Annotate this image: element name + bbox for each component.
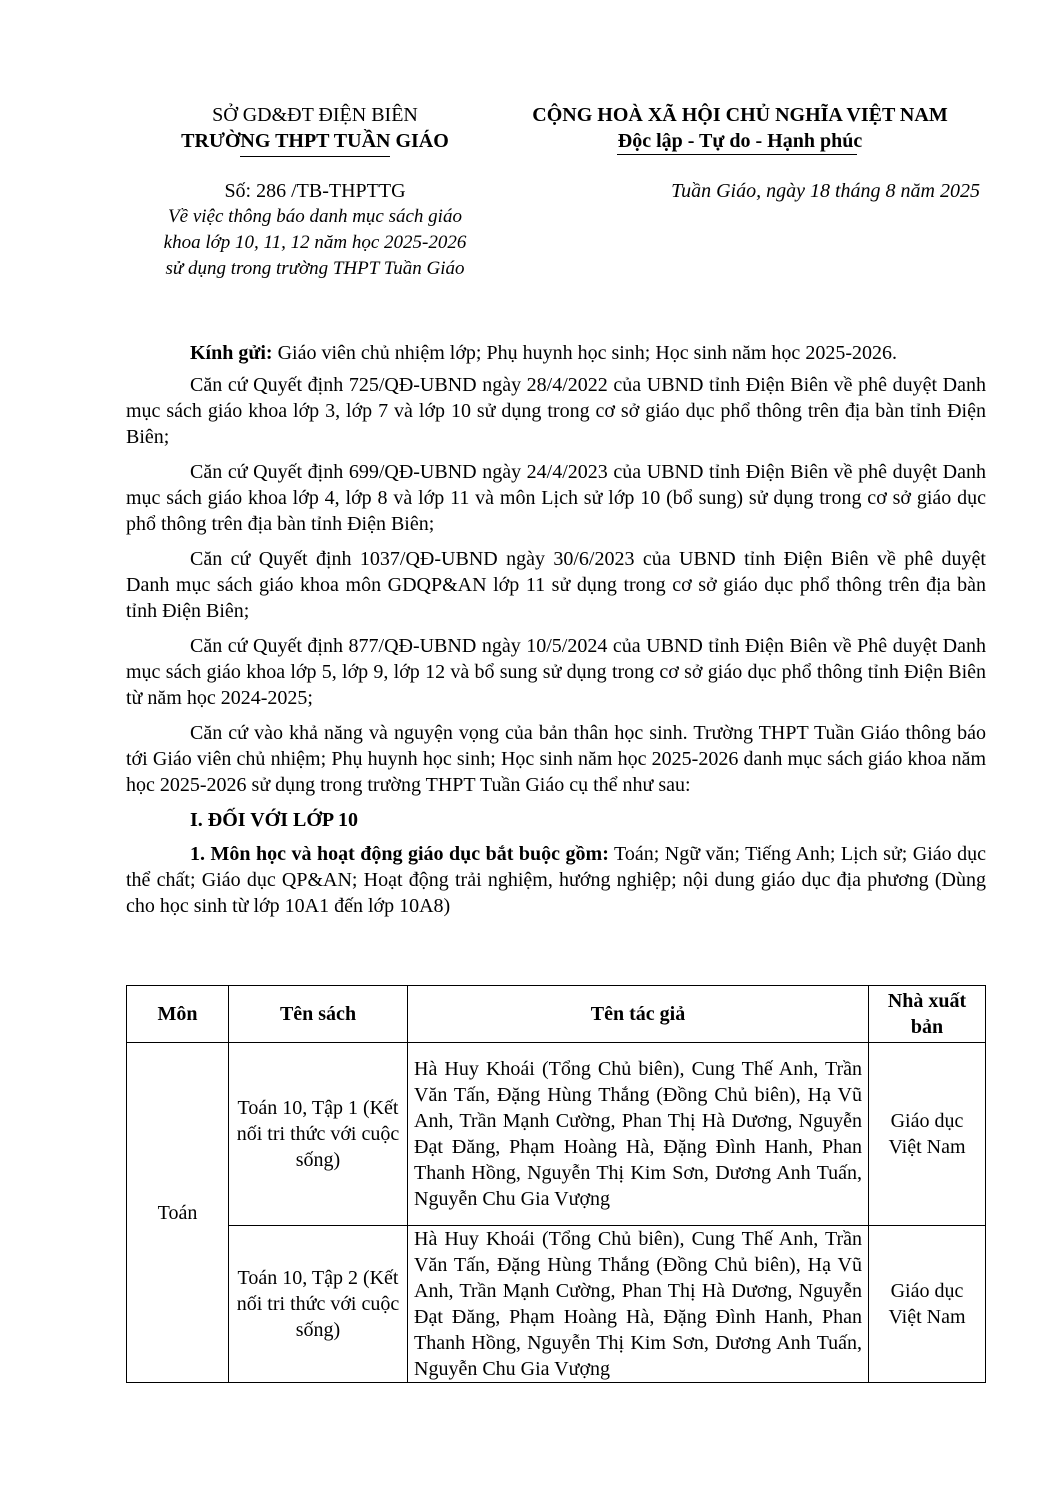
national-title-block (490, 102, 990, 154)
item-paragraph-1 (126, 841, 986, 919)
header-publisher: Nhà xuất bản (869, 986, 986, 1043)
national-motto: Độc lập - Tự do - Hạnh phúc (617, 130, 863, 152)
authors-cell: Hà Huy Khoái (Tổng Chủ biên), Cung Thế Anh, Trần Văn Tấn, Đặng Hùng Thắng (Đồng Chủ biên), Hạ Vũ Anh, Trần Mạnh Cường, Phan Thị Hà Dương, Nguyễn Đạt Đăng, Phạm Hoàng Hà, Đặng Đình Hanh, Phan Thanh Hồng, Nguyễn Thị Kim Sơn, Dương Anh Tuấn, Nguyễn Chu Gia Vượng (408, 1043, 869, 1226)
document-subject (130, 204, 500, 282)
recipient-text: Giáo viên chủ nhiệm lớp; Phụ huynh học sinh; Học sinh năm học 2025-2026. (272, 342, 897, 364)
book-title-cell: Toán 10, Tập 1 (Kết nối tri thức với cuộc sống) (229, 1043, 408, 1226)
header-authors: Tên tác giả (408, 986, 869, 1043)
subject-line: Về việc thông báo danh mục sách giáo (168, 206, 462, 227)
publisher-cell: Giáo dục Việt Nam (869, 1226, 986, 1383)
table-row (127, 1226, 986, 1383)
subject-line: sử dụng trong trường THPT Tuần Giáo (165, 258, 465, 279)
school-name: TRƯỜNG THPT TUẦN GIÁO (181, 130, 449, 152)
section-heading: I. ĐỐI VỚI LỚP 10 (190, 809, 358, 831)
table-header-row (127, 986, 986, 1043)
motto-underline (617, 154, 857, 155)
authors-cell: Hà Huy Khoái (Tổng Chủ biên), Cung Thế Anh, Trần Văn Tấn, Đặng Hùng Thắng (Đồng Chủ biên), Hạ Vũ Anh, Trần Mạnh Cường, Phan Thị Hà Dương, Nguyễn Đạt Đăng, Phạm Hoàng Hà, Đặng Đình Hanh, Phan Thanh Hồng, Nguyễn Thị Kim Sơn, Dương Anh Tuấn, Nguyễn Chu Gia Vượng (408, 1226, 869, 1383)
issuer-block (130, 102, 500, 157)
basis-paragraph-5: Căn cứ vào khả năng và nguyện vọng của bản thân học sinh. Trường THPT Tuần Giáo thông báo tới Giáo viên chủ nhiệm; Phụ huynh học sinh; Học sinh năm học 2025-2026 danh mục sách giáo khoa năm học 2025-2026 sử dụng trong trường THPT Tuần Giáo cụ thể như sau: (126, 722, 986, 796)
recipient-paragraph (126, 340, 986, 366)
department-name: SỞ GD&ĐT ĐIỆN BIÊN (212, 104, 418, 126)
republic-title: CỘNG HOÀ XÃ HỘI CHỦ NGHĨA VIỆT NAM (532, 104, 948, 126)
item-label: 1. Môn học và hoạt động giáo dục bắt buộc gồm: (190, 843, 609, 865)
place-date: Tuần Giáo, ngày 18 tháng 8 năm 2025 (671, 180, 980, 202)
book-title-cell: Toán 10, Tập 2 (Kết nối tri thức với cuộc sống) (229, 1226, 408, 1383)
textbook-table (126, 985, 986, 1383)
subject-cell: Toán (127, 1043, 229, 1383)
document-body (126, 340, 986, 928)
issuer-underline (240, 156, 390, 157)
basis-paragraph-2: Căn cứ Quyết định 699/QĐ-UBND ngày 24/4/2023 của UBND tỉnh Điện Biên về phê duyệt Danh mục sách giáo khoa lớp 4, lớp 8 và lớp 11 và môn Lịch sử lớp 10 (bổ sung) sử dụng trong cơ sở giáo dục phổ thông trên địa bàn tỉnh Điện Biên; (126, 461, 986, 535)
document-number: Số: 286 /TB-THPTTG (224, 180, 406, 202)
item-text: Toán; Ngữ văn; Tiếng Anh; Lịch sử; Giáo dục thể chất; Giáo dục QP&AN; Hoạt động trải nghiệm, hướng nghiệp; nội dung giáo dục địa phương (Dùng cho học sinh từ lớp 10A1 đến lớp 10A8) (126, 843, 986, 917)
publisher-cell: Giáo dục Việt Nam (869, 1043, 986, 1226)
header-subject: Môn (127, 986, 229, 1043)
recipient-label: Kính gửi: (190, 342, 273, 364)
basis-paragraph-4: Căn cứ Quyết định 877/QĐ-UBND ngày 10/5/2024 của UBND tỉnh Điện Biên về Phê duyệt Danh mục sách giáo khoa lớp 5, lớp 9, lớp 12 và bổ sung sử dụng trong cơ sở giáo dục phổ thông tỉnh Điện Biên từ năm học 2024-2025; (126, 635, 986, 709)
table-row (127, 1043, 986, 1226)
header-book-title: Tên sách (229, 986, 408, 1043)
basis-paragraph-3: Căn cứ Quyết định 1037/QĐ-UBND ngày 30/6/2023 của UBND tỉnh Điện Biên về phê duyệt Danh mục sách giáo khoa môn GDQP&AN lớp 11 sử dụng trong cơ sở giáo dục phổ thông trên địa bàn tỉnh Điện Biên; (126, 548, 986, 622)
subject-line: khoa lớp 10, 11, 12 năm học 2025-2026 (163, 232, 467, 253)
basis-paragraph-1: Căn cứ Quyết định 725/QĐ-UBND ngày 28/4/2022 của UBND tỉnh Điện Biên về phê duyệt Danh mục sách giáo khoa lớp 3, lớp 7 và lớp 10 sử dụng trong cơ sở giáo dục phổ thông trên địa bàn tỉnh Điện Biên; (126, 374, 986, 448)
